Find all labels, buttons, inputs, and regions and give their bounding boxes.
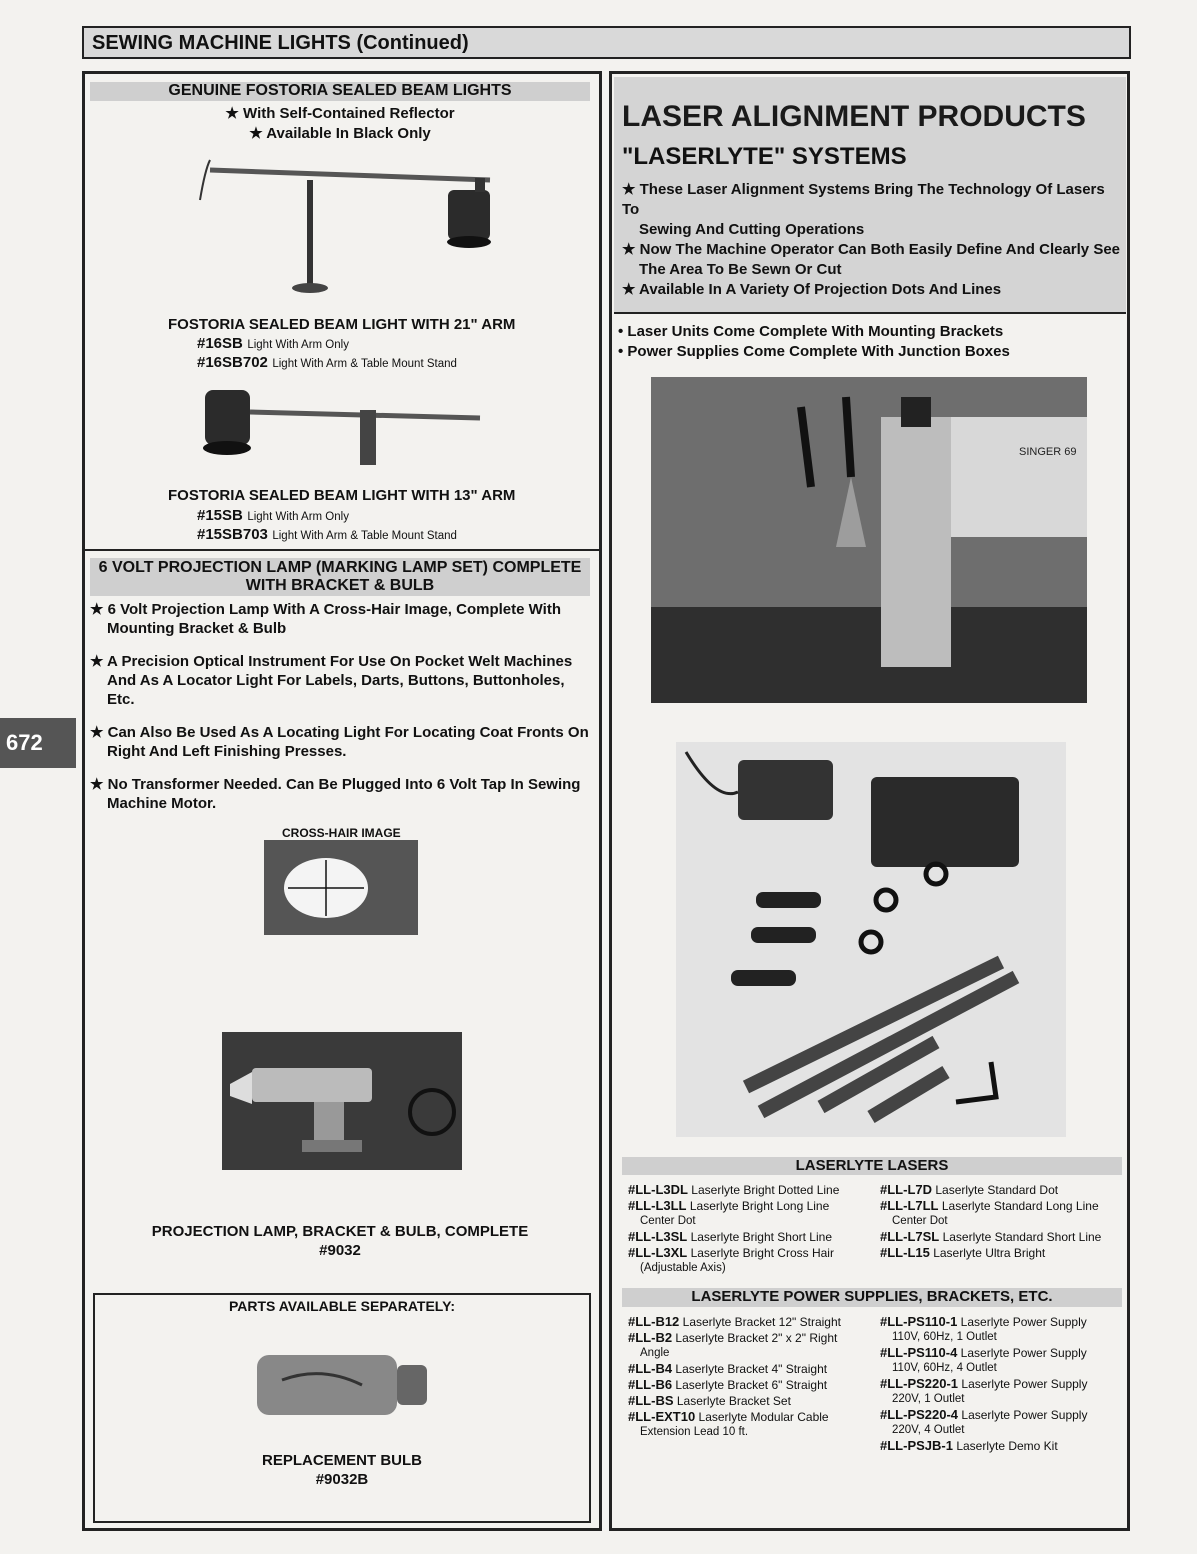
fostoria-title: GENUINE FOSTORIA SEALED BEAM LIGHTS [90, 82, 590, 101]
note: • Power Supplies Come Complete With Junction Boxes [618, 343, 1010, 360]
laser-subtitle: "LASERLYTE" SYSTEMS [622, 143, 907, 170]
part-row: #16SB Light With Arm Only [197, 335, 349, 352]
complete-code: #9032 [319, 1242, 361, 1259]
power-item: #LL-EXT10 Laserlyte Modular Cable Extension Lead 10 ft. [628, 1409, 829, 1438]
section-header [82, 26, 1131, 59]
item13-parts [197, 507, 577, 545]
divider [614, 312, 1126, 314]
bulb-title: REPLACEMENT BULB [262, 1452, 422, 1469]
power-item: #LL-B12 Laserlyte Bracket 12" Straight [628, 1314, 841, 1329]
page-number: 672 [6, 730, 43, 755]
projection-title-line: 6 VOLT PROJECTION LAMP (MARKING LAMP SET) COMPLETE [98, 559, 582, 576]
laser-item: #LL-L7D Laserlyte Standard Dot [880, 1182, 1059, 1197]
part-row: #15SB703 Light With Arm & Table Mount Stand [197, 526, 457, 543]
power-item: #LL-BS Laserlyte Bracket Set [628, 1393, 791, 1408]
laser-item: #LL-L15 Laserlyte Ultra Bright [880, 1245, 1046, 1260]
fostoria-features [90, 104, 590, 144]
bullet: ★ Can Also Be Used As A Locating Light For Locating Coat Fronts On Right And Left Finishing Presses. [90, 724, 589, 760]
lasers-col2 [880, 1182, 1125, 1261]
machine-brand-label: SINGER 69 [1019, 446, 1077, 458]
laser-item: #LL-L3XL Laserlyte Bright Cross Hair (Adjustable Axis) [628, 1245, 834, 1274]
part-row: #15SB Light With Arm Only [197, 507, 349, 524]
bullet: ★ No Transformer Needed. Can Be Plugged Into 6 Volt Tap In Sewing Machine Motor. [90, 776, 581, 812]
crosshair-image [264, 840, 418, 935]
laser-title: LASER ALIGNMENT PRODUCTS [622, 100, 1086, 133]
sewing-machine-laser-photo [651, 377, 1087, 703]
feature-line: ★ With Self-Contained Reflector [225, 105, 455, 122]
item21-title: FOSTORIA SEALED BEAM LIGHT WITH 21" ARM [168, 316, 516, 333]
power-title: LASERLYTE POWER SUPPLIES, BRACKETS, ETC. [622, 1288, 1122, 1307]
laser-components-photo [676, 742, 1066, 1137]
laser-item: #LL-L3DL Laserlyte Bright Dotted Line [628, 1182, 840, 1197]
power-item: #LL-PS110-1 Laserlyte Power Supply 110V, 60Hz, 1 Outlet [880, 1314, 1087, 1343]
power-item: #LL-PS110-4 Laserlyte Power Supply 110V, 60Hz, 4 Outlet [880, 1345, 1087, 1374]
sealed-beam-light-21-image [190, 150, 510, 300]
power-col1 [628, 1314, 873, 1440]
projection-complete [90, 1222, 590, 1260]
power-col2 [880, 1314, 1125, 1454]
item13-title: FOSTORIA SEALED BEAM LIGHT WITH 13" ARM [168, 487, 516, 504]
power-item: #LL-PS220-4 Laserlyte Power Supply 220V, 4 Outlet [880, 1407, 1088, 1436]
feature: ★ Now The Machine Operator Can Both Easily Define And Clearly See The Area To Be Sewn Or Cut [622, 241, 1121, 278]
feature-line: ★ Available In Black Only [249, 125, 431, 142]
part-row: #16SB702 Light With Arm & Table Mount Stand [197, 354, 457, 371]
power-item: #LL-PS220-1 Laserlyte Power Supply 220V, 1 Outlet [880, 1376, 1088, 1405]
feature: ★ Available In A Variety Of Projection Dots And Lines [622, 281, 1002, 298]
complete-title: PROJECTION LAMP, BRACKET & BULB, COMPLETE [151, 1223, 529, 1240]
projection-title [90, 558, 590, 596]
projection-bullets [90, 600, 595, 813]
power-item: #LL-PSJB-1 Laserlyte Demo Kit [880, 1438, 1058, 1453]
parts-title: PARTS AVAILABLE SEPARATELY: [228, 1298, 456, 1314]
divider [85, 549, 599, 551]
bulb-code: #9032B [315, 1471, 369, 1488]
projection-title-line: WITH BRACKET & BULB [245, 577, 435, 594]
replacement-bulb-image [252, 1350, 437, 1420]
projection-lamp-image [222, 1032, 462, 1170]
laser-item: #LL-L3LL Laserlyte Bright Long Line Center Dot [628, 1198, 830, 1227]
bullet: ★ A Precision Optical Instrument For Use On Pocket Welt Machines And As A Locator Light For Labels, Darts, Buttons, Buttonholes, Etc. [90, 653, 573, 708]
laser-item: #LL-L7LL Laserlyte Standard Long Line Center Dot [880, 1198, 1099, 1227]
replacement-bulb [93, 1451, 591, 1489]
item21-parts [197, 335, 577, 373]
laser-item: #LL-L3SL Laserlyte Bright Short Line [628, 1229, 832, 1244]
bullet: ★ 6 Volt Projection Lamp With A Cross-Hair Image, Complete With Mounting Bracket & Bulb [90, 601, 562, 637]
power-item: #LL-B4 Laserlyte Bracket 4" Straight [628, 1361, 828, 1376]
lasers-title: LASERLYTE LASERS [622, 1157, 1122, 1175]
section-title: SEWING MACHINE LIGHTS (Continued) [92, 32, 469, 54]
page-number-tab [0, 718, 76, 768]
sealed-beam-light-13-image [195, 380, 495, 470]
note: • Laser Units Come Complete With Mounting Brackets [618, 323, 1004, 340]
crosshair-label: CROSS-HAIR IMAGE [282, 826, 401, 840]
lasers-col1 [628, 1182, 873, 1276]
power-item: #LL-B2 Laserlyte Bracket 2" x 2" Right Angle [628, 1330, 838, 1359]
laser-features [622, 180, 1122, 300]
power-item: #LL-B6 Laserlyte Bracket 6" Straight [628, 1377, 828, 1392]
laser-item: #LL-L7SL Laserlyte Standard Short Line [880, 1229, 1102, 1244]
feature: ★ These Laser Alignment Systems Bring The Technology Of Lasers To Sewing And Cutting Operations [622, 181, 1105, 238]
laser-notes [618, 322, 1010, 362]
